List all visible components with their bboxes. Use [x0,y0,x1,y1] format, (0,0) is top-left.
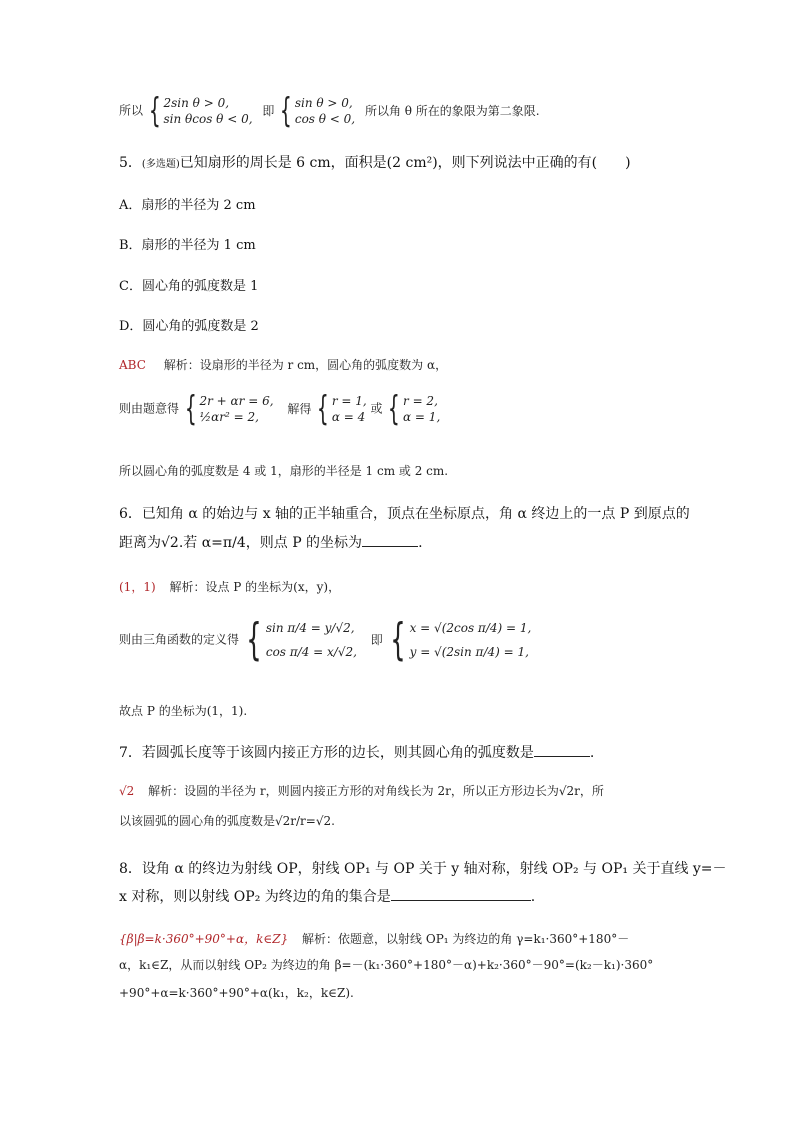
q5-stem [119,152,679,172]
q6-answer: (1，1) [119,580,156,594]
q5-sol2-prefix: 则由题意得 [119,401,180,416]
q6-sys2-row1: x = √(2cos π/4) = 1, [409,621,532,635]
q4-sys1-row2: sin θcos θ < 0, [163,112,253,126]
q5-sys1-row2: ½αr² = 2, [199,410,259,424]
q7-line1-text: 7．若圆弧长度等于该圆内接正方形的边长，则其圆心角的弧度数是 [119,745,534,761]
q4-solution-end [119,91,679,131]
q8-solution-line2: α，k₁∈Z，从而以射线 OP₂ 为终边的角 β=－(k₁·360°+180°－α)+k₂·360°－90°=(k₂－k₁)·360° [119,958,654,972]
q5-sol2-or: 或 [370,401,383,416]
q5-solution-line1 [119,356,679,373]
q5-option-b: B．扇形的半径为 1 cm [119,238,256,253]
q6-sys1-row1: sin π/4 = y/√2, [265,621,355,635]
q5-sol2-mid: 解得 [287,401,312,416]
q6-sys1-row2: cos π/4 = x/√2, [265,645,357,659]
q4-conclusion: 所以角 θ 所在的象限为第二象限. [364,103,540,118]
q5-sys2-row1: r = 1, [331,394,367,408]
q8-solution-line3: +90°+α=k·360°+90°+α(k₁，k₂，k∈Z). [119,986,354,1000]
q6-answer-blank [362,534,418,547]
q7-stem [119,742,679,762]
q8-line2-text: x 对称，则以射线 OP₂ 为终边的角的集合是 [119,889,391,905]
q6-sol2-mid: 即 [370,632,383,647]
q6-solution-line3: 故点 P 的坐标为(1，1). [119,704,248,718]
q5-answer: ABC [119,358,146,372]
q6-sol1: 解析：设点 P 的坐标为(x，y)， [169,580,341,594]
q5-tag: (多选题) [141,159,180,170]
q4-prefix: 所以 [119,103,144,118]
q7-line1-end: . [589,745,595,761]
q5-sys2-row2: α = 4 [331,410,366,424]
q8-sol1: 解析：依题意，以射线 OP₁ 为终边的角 γ=k₁·360°+180°－ [302,932,630,946]
q5-system-2: { r = 1, α = 4 [317,389,367,429]
q4-sys1-row1: 2sin θ > 0, [163,96,230,110]
q5-solution-line2 [119,389,679,429]
q7-solution-line2: 以该圆弧的圆心角的弧度数是√2r/r=√2. [119,814,335,828]
q8-line2-end: . [530,889,536,905]
q6-line2-text: 距离为√2.若 α=π/4，则点 P 的坐标为 [119,535,363,551]
q6-stem-line1: 6．已知角 α 的始边与 x 轴的正半轴重合，顶点在坐标原点，角 α 终边上的一点 P 到原点的 [119,506,690,522]
q5-sys3-row1: r = 2, [403,394,438,408]
q4-sys2-row2: cos θ < 0, [294,112,356,126]
q6-line2-end: . [418,535,423,551]
q8-answer: {β|β=k·360°+90°+α，k∈Z} [119,932,289,946]
q5-sys3-row2: α = 1, [403,410,441,424]
q7-answer-blank [534,744,590,757]
q4-mid: 即 [262,103,275,118]
q5-sys1-row1: 2r + αr = 6, [199,394,274,408]
q5-solution-line3: 所以圆心角的弧度数是 4 或 1，扇形的半径是 1 cm 或 2 cm. [119,464,449,478]
q4-sys2-row1: sin θ > 0, [294,96,353,110]
q7-sol1: 解析：设圆的半径为 r，则圆内接正方形的对角线长为 2r，所以正方形边长为√2r，所 [148,784,604,798]
q5-system-1: { 2r + αr = 6, ½αr² = 2, [184,389,274,429]
q6-solution-line2 [119,616,679,664]
q6-system-2: { x = √(2cos π/4) = 1, y = √(2sin π/4) = 1, [389,614,532,665]
q5-sol1: 解析：设扇形的半径为 r cm，圆心角的弧度数为 α， [163,358,448,372]
q6-stem-line2 [119,532,679,552]
q6-sol2-prefix: 则由三角函数的定义得 [119,632,240,647]
q8-solution-line1 [119,930,679,947]
q8-answer-blank [391,888,531,901]
q5-option-d: D．圆心角的弧度数是 2 [119,319,259,334]
q5-number: 5． [119,155,142,171]
q5-option-c: C．圆心角的弧度数是 1 [119,279,259,294]
q8-stem-line2 [119,886,679,906]
q4-system-1: { 2sin θ > 0, sin θcos θ < 0, [148,91,253,131]
q7-solution-line1 [119,782,679,799]
q5-option-a: A．扇形的半径为 2 cm [119,198,256,213]
q6-solution-line1 [119,578,679,595]
q6-system-1: { sin π/4 = y/√2, cos π/4 = x/√2, [246,614,357,665]
q5-system-3: { r = 2, α = 1, [388,389,441,429]
q4-system-2: { sin θ > 0, cos θ < 0, [280,91,356,131]
q6-sys2-row2: y = √(2sin π/4) = 1, [409,645,529,659]
q8-stem-line1: 8．设角 α 的终边为射线 OP，射线 OP₁ 与 OP 关于 y 轴对称，射线 OP₂ 与 OP₁ 关于直线 y=－ [119,861,727,877]
q5-text: 已知扇形的周长是 6 cm，面积是(2 cm²)，则下列说法中正确的有( ) [179,155,631,171]
q7-answer: √2 [119,784,135,798]
